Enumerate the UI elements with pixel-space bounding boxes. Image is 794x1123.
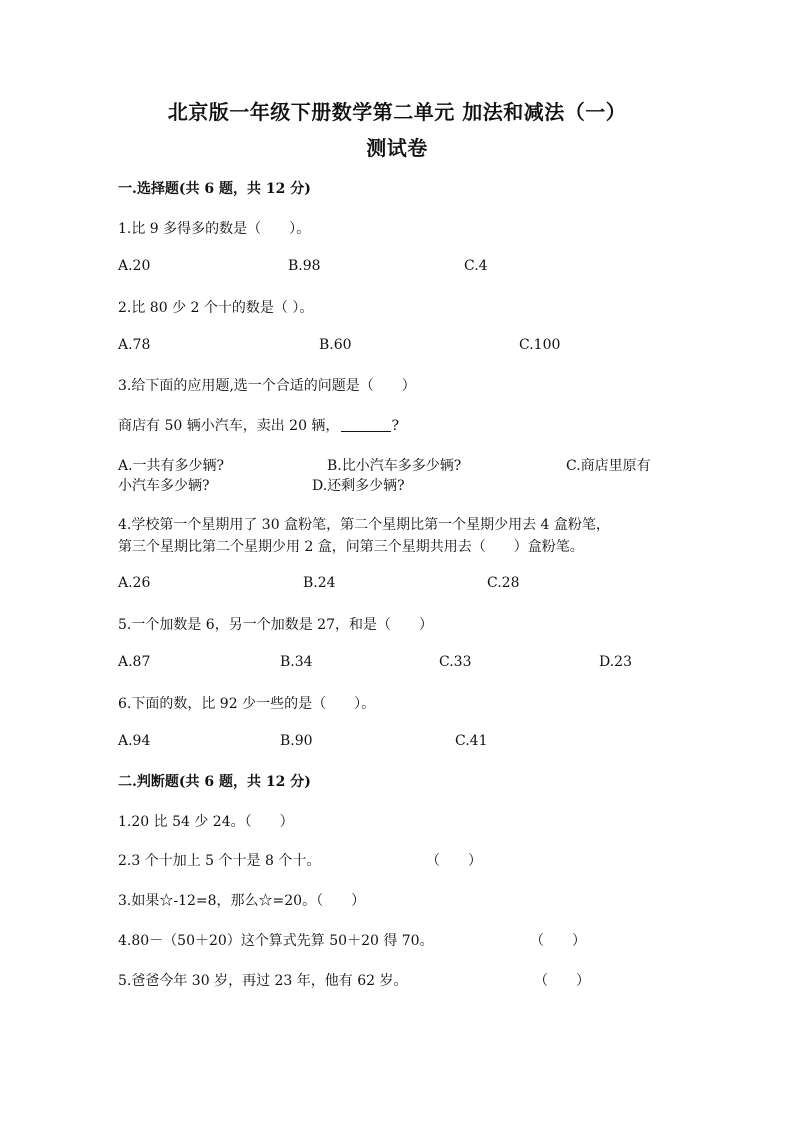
- judgment-3: 3.如果☆-12=8，那么☆=20。（ ）: [118, 893, 366, 909]
- question-6-stem: 6.下面的数，比 92 少一些的是（ ）。: [118, 696, 376, 712]
- question-5-stem: 5.一个加数是 6，另一个加数是 27，和是（ ）: [118, 617, 433, 633]
- question-2-option-b: B.60: [319, 337, 352, 353]
- judgment-4: 4.80－（50＋20）这个算式先算 50＋20 得 70。: [118, 933, 434, 949]
- question-5-option-c: C.33: [439, 654, 472, 670]
- question-4-stem-line1: 4.学校第一个星期用了 30 盒粉笔，第二个星期比第一个星期少用去 4 盒粉笔，: [118, 517, 610, 533]
- section2-heading: 二.判断题(共 6 题，共 12 分): [118, 774, 311, 790]
- question-3-option-b: B.比小汽车多多少辆?: [327, 458, 462, 474]
- question-5-option-a: A.87: [118, 654, 151, 670]
- question-2-stem: 2.比 80 少 2 个十的数是（ ）。: [118, 300, 314, 316]
- question-3-context-text: 商店有 50 辆小汽车，卖出 20 辆，: [118, 418, 340, 434]
- question-4-option-c: C.28: [487, 575, 520, 591]
- question-4-option-a: A.26: [118, 575, 151, 591]
- question-3-context-end: ?: [391, 418, 399, 434]
- judgment-5: 5.爸爸今年 30 岁，再过 23 年，他有 62 岁。: [118, 973, 408, 989]
- question-3-option-c: C.商店里原有: [566, 458, 651, 474]
- question-4-stem-line2: 第三个星期比第二个星期少用 2 盒，问第三个星期共用去（ ）盒粉笔。: [118, 539, 584, 555]
- judgment-2: 2.3 个十加上 5 个十是 8 个十。: [118, 853, 321, 869]
- section1-heading: 一.选择题(共 6 题，共 12 分): [118, 181, 311, 197]
- judgment-1: 1.20 比 54 少 24。（ ）: [118, 814, 294, 830]
- judgment-5-answer-paren: （ ）: [534, 973, 590, 989]
- judgment-2-answer-paren: （ ）: [426, 853, 482, 869]
- answer-blank: [341, 418, 391, 432]
- question-3-context: [118, 415, 399, 435]
- question-3-option-d: D.还剩多少辆?: [312, 478, 405, 494]
- question-2-option-c: C.100: [519, 337, 561, 353]
- question-4-option-b: B.24: [303, 575, 336, 591]
- question-6-option-a: A.94: [118, 733, 151, 749]
- question-5-option-b: B.34: [280, 654, 313, 670]
- question-3-stem: 3.给下面的应用题,选一个合适的问题是（ ）: [118, 378, 416, 394]
- question-3-option-a: A.一共有多少辆?: [118, 458, 225, 474]
- question-5-option-d: D.23: [599, 654, 632, 670]
- question-1-option-a: A.20: [118, 258, 151, 274]
- judgment-4-answer-paren: （ ）: [530, 933, 586, 949]
- question-1-stem: 1.比 9 多得多的数是（ ）。: [118, 221, 311, 237]
- question-6-option-b: B.90: [280, 733, 313, 749]
- question-6-option-c: C.41: [455, 733, 488, 749]
- question-2-option-a: A.78: [118, 337, 151, 353]
- question-1-option-c: C.4: [464, 258, 488, 274]
- question-1-option-b: B.98: [288, 258, 321, 274]
- page-title-line2: 测试卷: [366, 136, 428, 160]
- question-3-option-c-continued: 小汽车多少辆?: [118, 478, 210, 494]
- page-title-line1: 北京版一年级下册数学第二单元 加法和减法（一）: [167, 100, 627, 124]
